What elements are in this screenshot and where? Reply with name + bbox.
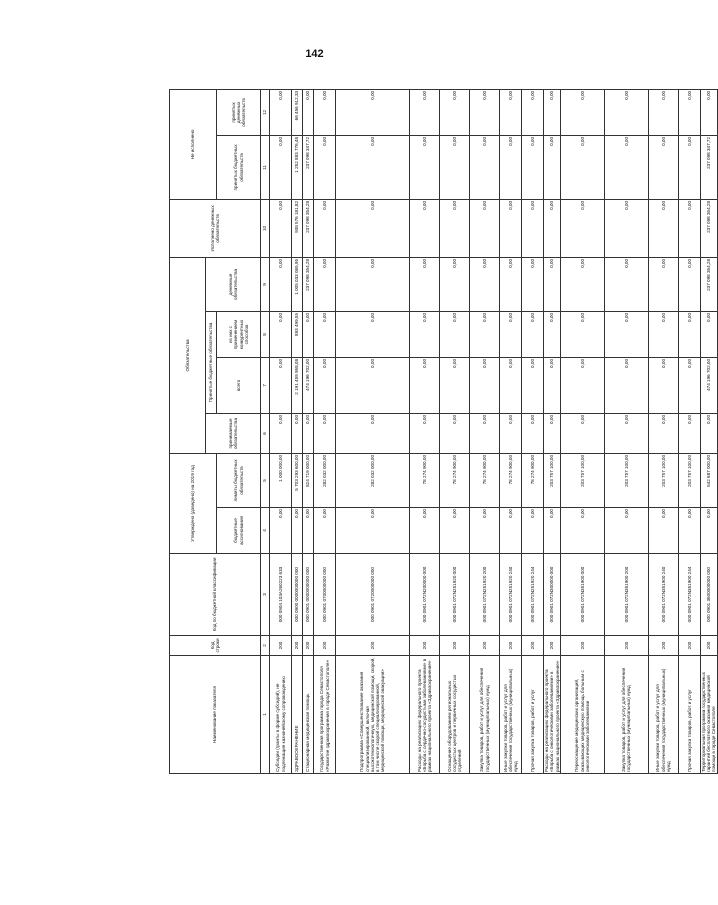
indicator-name-cell: Переоснащение медицинских организаций, оказывающих медицинскую помощь больным с онкологическими заболеваниями — [560, 656, 604, 774]
col-number: 9 — [261, 257, 270, 311]
executed-cell: 938 576 181,82 — [292, 199, 303, 257]
accepted-total-cell: 0,00 — [440, 357, 470, 413]
indicator-name-cell: Оснащение оборудованием региональных сосудистых центров и первичных сосудистых отделений — [440, 656, 470, 774]
header-of-which-competitive: из них с применением конкурентных способов — [217, 311, 261, 357]
budget-allocations-cell: 0,00 — [292, 508, 303, 554]
indicator-name-cell: Иные закупки товаров, работ и услуг для обеспечения государственных (муниципальных) нужд — [500, 656, 522, 774]
competitive-cell: 0,00 — [470, 311, 500, 357]
accepted-total-cell: 0,00 — [648, 357, 678, 413]
budget-allocations-cell: 0,00 — [500, 508, 522, 554]
budget-allocations-cell: 0,00 — [314, 508, 336, 554]
unexec-monetary-cell: 0,00 — [522, 89, 544, 135]
col-number: 1 — [261, 656, 270, 774]
indicator-name-cell: Прочая закупка товаров, работ и услуг — [678, 656, 700, 774]
table-row — [303, 89, 314, 773]
table-row — [560, 89, 604, 773]
accepted-obligations-cell: 0,00 — [544, 413, 561, 453]
unexec-budget-cell: 0,00 — [270, 135, 292, 199]
unexec-budget-cell: 0,00 — [522, 135, 544, 199]
unexec-monetary-cell: 0,00 — [440, 89, 470, 135]
accepted-total-cell: 0,00 — [270, 357, 292, 413]
table-row — [500, 89, 522, 773]
budget-limits-cell: 203 757 100,00 — [648, 453, 678, 507]
budget-limits-cell: 78 274 900,00 — [410, 453, 440, 507]
unexec-monetary-cell: 0,00 — [470, 89, 500, 135]
monetary-obligations-cell: 0,00 — [560, 257, 604, 311]
budget-code-cell: 000 0901 072N251920 000 — [440, 554, 470, 636]
indicator-name-cell: Иные закупки товаров, работ и услуг для обеспечения государственных (муниципальных) нужд — [648, 656, 678, 774]
accepted-obligations-cell: 0,00 — [648, 413, 678, 453]
col-number: 2 — [261, 636, 270, 656]
indicator-name-cell: Подпрограмма «Совершенствование оказания специализированной, включая высокотехнологичную, медицинской помощи, скорой, в том числе скорой специализированной, медицинской помощи, медицинской эвакуации» — [336, 656, 410, 774]
budget-limits-cell: 282 032 000,00 — [314, 453, 336, 507]
accepted-obligations-cell: 0,00 — [470, 413, 500, 453]
budget-code-cell: 000 0904 103А260223 633 — [270, 554, 292, 636]
header-monetary-obligations: денежные обязательства — [206, 257, 261, 311]
accepted-obligations-cell: 0,00 — [604, 413, 648, 453]
accepted-total-cell: 0,00 — [678, 357, 700, 413]
budget-allocations-cell: 0,00 — [303, 508, 314, 554]
column-number-row — [261, 89, 270, 773]
accepted-obligations-cell: 0,00 — [303, 413, 314, 453]
row-code-cell: 200 — [500, 636, 522, 656]
budget-code-cell: 000 0901 072N251920 244 — [522, 554, 544, 636]
header-budget-code: Код по бюджетной классификации — [170, 554, 261, 636]
header-unexec-budget: принятых бюджетных обязательств — [217, 135, 261, 199]
monetary-obligations-cell: 237 098 354,28 — [303, 257, 314, 311]
indicator-name-cell: Закупка товаров, работ и услуг для обеспечения государственных (муниципальных) нужд — [470, 656, 500, 774]
competitive-cell: 893 499,55 — [292, 311, 303, 357]
executed-cell: 0,00 — [336, 199, 410, 257]
executed-cell: 0,00 — [470, 199, 500, 257]
budget-allocations-cell: 0,00 — [522, 508, 544, 554]
unexec-budget-cell: 0,00 — [678, 135, 700, 199]
executed-cell: 0,00 — [270, 199, 292, 257]
competitive-cell: 0,00 — [500, 311, 522, 357]
executed-cell: 237 098 354,28 — [700, 199, 717, 257]
header-unexec-monetary: принятых денежных обязательств — [217, 89, 261, 135]
unexec-budget-cell: 1 252 883 776,48 — [292, 135, 303, 199]
competitive-cell: 0,00 — [336, 311, 410, 357]
header-accepted-budget: Принятые бюджетные обязательства — [206, 311, 217, 413]
unexec-monetary-cell: 66 456 912,33 — [292, 89, 303, 135]
budget-limits-cell: 542 687 000,00 — [700, 453, 717, 507]
accepted-obligations-cell: 0,00 — [314, 413, 336, 453]
monetary-obligations-cell: 237 098 354,28 — [700, 257, 717, 311]
header-accepted-obligations: принимаемые обязательства — [206, 413, 261, 453]
executed-cell: 0,00 — [544, 199, 561, 257]
competitive-cell: 0,00 — [303, 311, 314, 357]
monetary-obligations-cell: 1 005 033 065,95 — [292, 257, 303, 311]
budget-limits-cell: 203 757 100,00 — [678, 453, 700, 507]
monetary-obligations-cell: 0,00 — [270, 257, 292, 311]
budget-code-cell: 000 0901 072N300000 000 — [544, 554, 561, 636]
monetary-obligations-cell: 0,00 — [648, 257, 678, 311]
unexec-budget-cell: 0,00 — [336, 135, 410, 199]
executed-cell: 0,00 — [648, 199, 678, 257]
budget-allocations-cell: 0,00 — [544, 508, 561, 554]
accepted-obligations-cell: 0,00 — [440, 413, 470, 453]
accepted-total-cell: 0,00 — [604, 357, 648, 413]
unexec-monetary-cell: 0,00 — [500, 89, 522, 135]
budget-limits-cell: 1 000 000,00 — [270, 453, 292, 507]
budget-limits-cell: 78 274 900,00 — [500, 453, 522, 507]
accepted-total-cell: 474 196 702,00 — [303, 357, 314, 413]
budget-code-cell: 000 0901 072N351900 240 — [648, 554, 678, 636]
budget-allocations-cell: 0,00 — [604, 508, 648, 554]
competitive-cell: 0,00 — [648, 311, 678, 357]
header-budget-limits: лимиты бюджетных обязательств — [217, 453, 261, 507]
monetary-obligations-cell: 0,00 — [336, 257, 410, 311]
table-row — [604, 89, 648, 773]
row-code-cell: 200 — [440, 636, 470, 656]
executed-cell: 0,00 — [440, 199, 470, 257]
row-code-cell: 200 — [314, 636, 336, 656]
accepted-obligations-cell: 0,00 — [500, 413, 522, 453]
header-indicator-name: Наименование показателя — [170, 656, 261, 774]
budget-limits-cell: 5 703 293 600,00 — [292, 453, 303, 507]
unexec-budget-cell: 237 098 347,72 — [700, 135, 717, 199]
budget-code-cell: 000 0901 0700000000 000 — [314, 554, 336, 636]
table-row — [678, 89, 700, 773]
accepted-total-cell: 0,00 — [522, 357, 544, 413]
unexec-monetary-cell: 0,00 — [270, 89, 292, 135]
unexec-budget-cell: 237 098 347,72 — [303, 135, 314, 199]
competitive-cell: 0,00 — [440, 311, 470, 357]
row-code-cell: 200 — [410, 636, 440, 656]
budget-allocations-cell: 0,00 — [700, 508, 717, 554]
budget-allocations-cell: 0,00 — [440, 508, 470, 554]
executed-cell: 0,00 — [314, 199, 336, 257]
competitive-cell: 0,00 — [560, 311, 604, 357]
executed-cell: 0,00 — [500, 199, 522, 257]
indicator-name-cell: Прочая закупка товаров, работ и услуг — [522, 656, 544, 774]
budget-code-cell: 000 0901 072N351900 244 — [678, 554, 700, 636]
accepted-total-cell: 2 191 459 958,08 — [292, 357, 303, 413]
accepted-total-cell: 474 196 702,00 — [700, 357, 717, 413]
accepted-obligations-cell: 0,00 — [336, 413, 410, 453]
accepted-total-cell: 0,00 — [410, 357, 440, 413]
budget-code-cell: 000 0901 072N351900 000 — [560, 554, 604, 636]
monetary-obligations-cell: 0,00 — [470, 257, 500, 311]
budget-code-cell: 000 0901 072N351900 200 — [604, 554, 648, 636]
header-obligations: Обязательства — [170, 257, 206, 453]
competitive-cell: 0,00 — [522, 311, 544, 357]
table-row — [522, 89, 544, 773]
indicator-name-cell: Государственная программа города Севастополя «Развитие здравоохранения в городе Севастополе» — [314, 656, 336, 774]
indicator-name-cell: Субсидии (гранты в форме субсидий), не подлежащие казначейскому сопровождению — [270, 656, 292, 774]
budget-limits-cell: 203 757 100,00 — [544, 453, 561, 507]
monetary-obligations-cell: 0,00 — [544, 257, 561, 311]
accepted-total-cell: 0,00 — [470, 357, 500, 413]
unexec-budget-cell: 0,00 — [314, 135, 336, 199]
col-number: 4 — [261, 508, 270, 554]
executed-cell: 0,00 — [410, 199, 440, 257]
budget-code-cell: 000 0900 0000000000 000 — [292, 554, 303, 636]
row-code-cell: 200 — [604, 636, 648, 656]
accepted-obligations-cell: 0,00 — [700, 413, 717, 453]
indicator-name-cell: Расходы на реализацию федерального проекта «Борьба с онкологическими заболеваниями» в рамках национального проекта «Здравоохранение» — [544, 656, 561, 774]
unexec-monetary-cell: 0,00 — [648, 89, 678, 135]
budget-limits-cell: 824 719 000,00 — [303, 453, 314, 507]
accepted-total-cell: 0,00 — [500, 357, 522, 413]
monetary-obligations-cell: 0,00 — [500, 257, 522, 311]
col-number: 11 — [261, 135, 270, 199]
unexec-monetary-cell: 0,00 — [544, 89, 561, 135]
unexec-budget-cell: 0,00 — [410, 135, 440, 199]
header-budget-allocations: бюджетные ассигнования — [217, 508, 261, 554]
unexec-budget-cell: 0,00 — [440, 135, 470, 199]
executed-cell: 0,00 — [678, 199, 700, 257]
executed-cell: 237 098 354,28 — [303, 199, 314, 257]
rotated-table-container — [169, 90, 717, 774]
monetary-obligations-cell: 0,00 — [410, 257, 440, 311]
unexec-budget-cell: 0,00 — [544, 135, 561, 199]
row-code-cell: 200 — [270, 636, 292, 656]
budget-allocations-cell: 0,00 — [410, 508, 440, 554]
unexec-budget-cell: 0,00 — [560, 135, 604, 199]
accepted-obligations-cell: 0,00 — [292, 413, 303, 453]
indicator-name-cell: Закупка товаров, работ и услуг для обеспечения государственных (муниципальных) нужд — [604, 656, 648, 774]
budget-allocations-cell: 0,00 — [470, 508, 500, 554]
competitive-cell: 0,00 — [544, 311, 561, 357]
executed-cell: 0,00 — [522, 199, 544, 257]
budget-code-cell: 000 0901 072N200000 000 — [410, 554, 440, 636]
page-number: 142 — [305, 48, 324, 60]
budget-code-cell: 000 0901 072N251920 200 — [470, 554, 500, 636]
col-number: 6 — [261, 413, 270, 453]
row-code-cell: 200 — [700, 636, 717, 656]
budget-limits-cell: 78 274 900,00 — [522, 453, 544, 507]
budget-execution-table — [169, 89, 718, 774]
header-total: всего — [217, 357, 261, 413]
header-executed: Исполнено денежных обязательств — [170, 199, 261, 257]
table-row — [470, 89, 500, 773]
accepted-obligations-cell: 0,00 — [410, 413, 440, 453]
unexec-monetary-cell: 0,00 — [700, 89, 717, 135]
indicator-name-cell: Стационарная медицинская помощь — [303, 656, 314, 774]
col-number: 7 — [261, 357, 270, 413]
unexec-monetary-cell: 0,00 — [314, 89, 336, 135]
budget-code-cell: 000 0901 072N251920 240 — [500, 554, 522, 636]
unexec-monetary-cell: 0,00 — [678, 89, 700, 135]
budget-allocations-cell: 0,00 — [560, 508, 604, 554]
budget-limits-cell: 203 757 100,00 — [604, 453, 648, 507]
row-code-cell: 200 — [336, 636, 410, 656]
monetary-obligations-cell: 0,00 — [678, 257, 700, 311]
unexec-monetary-cell: 0,00 — [303, 89, 314, 135]
competitive-cell: 0,00 — [270, 311, 292, 357]
row-code-cell: 200 — [292, 636, 303, 656]
header-approved: Утверждено (доведено) на 2019 год — [170, 453, 217, 553]
accepted-total-cell: 0,00 — [560, 357, 604, 413]
col-number: 12 — [261, 89, 270, 135]
unexec-budget-cell: 0,00 — [648, 135, 678, 199]
col-number: 10 — [261, 199, 270, 257]
budget-allocations-cell: 0,00 — [648, 508, 678, 554]
accepted-obligations-cell: 0,00 — [270, 413, 292, 453]
accepted-total-cell: 0,00 — [544, 357, 561, 413]
table-row — [648, 89, 678, 773]
unexec-budget-cell: 0,00 — [470, 135, 500, 199]
unexec-monetary-cell: 0,00 — [560, 89, 604, 135]
competitive-cell: 0,00 — [678, 311, 700, 357]
budget-limits-cell: 203 757 100,00 — [560, 453, 604, 507]
row-code-cell: 200 — [678, 636, 700, 656]
unexec-monetary-cell: 0,00 — [604, 89, 648, 135]
row-code-cell: 200 — [470, 636, 500, 656]
header-unexecuted: Не исполнено — [170, 89, 217, 199]
executed-cell: 0,00 — [604, 199, 648, 257]
indicator-name-cell: ЗДРАВООХРАНЕНИЕ — [292, 656, 303, 774]
competitive-cell: 0,00 — [410, 311, 440, 357]
header-row-code: Код строки — [170, 636, 261, 656]
unexec-monetary-cell: 0,00 — [336, 89, 410, 135]
budget-allocations-cell: 0,00 — [270, 508, 292, 554]
accepted-obligations-cell: 0,00 — [522, 413, 544, 453]
budget-code-cell: 000 0901 0720000000 000 — [336, 554, 410, 636]
competitive-cell: 0,00 — [700, 311, 717, 357]
table-row — [336, 89, 410, 773]
table-row — [440, 89, 470, 773]
table-row — [314, 89, 336, 773]
table-row — [544, 89, 561, 773]
budget-code-cell: 000 0901 3600000000 000 — [700, 554, 717, 636]
indicator-name-cell: Расходы на реализацию федерального проекта «Борьба с сердечно-сосудистыми заболеваниями» в рамках национального проекта «Здравоохранение» — [410, 656, 440, 774]
monetary-obligations-cell: 0,00 — [604, 257, 648, 311]
accepted-obligations-cell: 0,00 — [560, 413, 604, 453]
competitive-cell: 0,00 — [314, 311, 336, 357]
monetary-obligations-cell: 0,00 — [522, 257, 544, 311]
monetary-obligations-cell: 0,00 — [440, 257, 470, 311]
unexec-budget-cell: 0,00 — [604, 135, 648, 199]
row-code-cell: 200 — [560, 636, 604, 656]
indicator-name-cell: Территориальная программа государственных гарантий бесплатного оказания медицинской помощи в городе Севастополе — [700, 656, 717, 774]
row-code-cell: 200 — [522, 636, 544, 656]
table-row — [410, 89, 440, 773]
table-row — [700, 89, 717, 773]
col-number: 8 — [261, 311, 270, 357]
budget-limits-cell: 282 032 000,00 — [336, 453, 410, 507]
accepted-obligations-cell: 0,00 — [678, 413, 700, 453]
table-row — [292, 89, 303, 773]
budget-code-cell: 000 0901 0000000000 000 — [303, 554, 314, 636]
unexec-budget-cell: 0,00 — [500, 135, 522, 199]
budget-limits-cell: 78 274 900,00 — [440, 453, 470, 507]
col-number: 5 — [261, 453, 270, 507]
monetary-obligations-cell: 0,00 — [314, 257, 336, 311]
row-code-cell: 200 — [648, 636, 678, 656]
unexec-monetary-cell: 0,00 — [410, 89, 440, 135]
budget-limits-cell: 78 274 900,00 — [470, 453, 500, 507]
row-code-cell: 200 — [544, 636, 561, 656]
competitive-cell: 0,00 — [604, 311, 648, 357]
accepted-total-cell: 0,00 — [314, 357, 336, 413]
budget-allocations-cell: 0,00 — [678, 508, 700, 554]
accepted-total-cell: 0,00 — [336, 357, 410, 413]
col-number: 3 — [261, 554, 270, 636]
executed-cell: 0,00 — [560, 199, 604, 257]
budget-allocations-cell: 0,00 — [336, 508, 410, 554]
row-code-cell: 200 — [303, 636, 314, 656]
table-row — [270, 89, 292, 773]
